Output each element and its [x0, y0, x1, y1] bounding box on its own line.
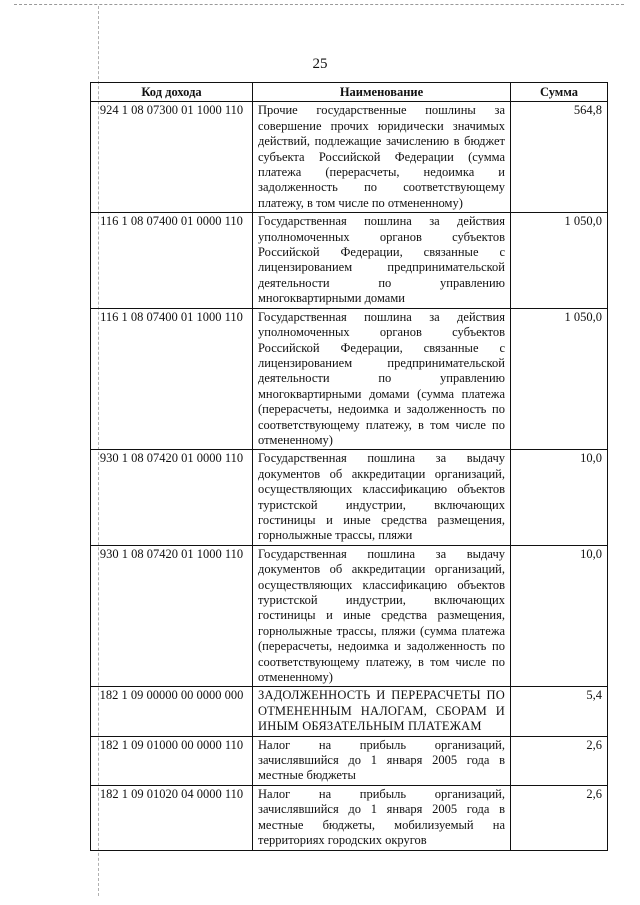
table-row — [91, 308, 608, 450]
row-sum: 5,4 — [511, 687, 608, 736]
page-number: 25 — [312, 56, 328, 72]
row-name: ЗАДОЛЖЕННОСТЬ И ПЕРЕРАСЧЕТЫ ПО ОТМЕНЕННЫМ НАЛОГАМ, СБОРАМ И ИНЫМ ОБЯЗАТЕЛЬНЫМ ПЛАТЕЖАМ — [253, 687, 511, 736]
row-code: 930 1 08 07420 01 1000 110 — [91, 545, 253, 687]
row-sum: 10,0 — [511, 545, 608, 687]
row-sum: 2,6 — [511, 736, 608, 785]
table-row — [91, 102, 608, 213]
row-sum: 564,8 — [511, 102, 608, 213]
row-code: 924 1 08 07300 01 1000 110 — [91, 102, 253, 213]
table-row — [91, 736, 608, 785]
row-code: 182 1 09 01000 00 0000 110 — [91, 736, 253, 785]
table-row — [91, 545, 608, 687]
row-sum: 2,6 — [511, 785, 608, 850]
row-name: Налог на прибыль организаций, зачислявшийся до 1 января 2005 года в местные бюджеты, мобилизуемый на территориях городских округов — [253, 785, 511, 850]
row-name: Государственная пошлина за выдачу документов об аккредитации организаций, осуществляющих классификацию объектов туристской индустрии, включающих гостиницы и иные средства размещения, горнолыжные трассы, пляжи (сумма платежа (перерасчеты, недоимка и задолженность по соответствующему платежу, в том числе по отмененному) — [253, 545, 511, 687]
row-name: Государственная пошлина за действия уполномоченных органов субъектов Российской Федерации, связанные с лицензированием предпринимательской деятельности по управлению многоквартирными домами (сумма платежа (перерасчеты, недоимка и задолженность по соответствующему платежу, в том числе по отмененному) — [253, 308, 511, 450]
row-sum: 1 050,0 — [511, 308, 608, 450]
row-code: 182 1 09 00000 00 0000 000 — [91, 687, 253, 736]
row-name: Государственная пошлина за выдачу документов об аккредитации организаций, осуществляющих классификацию объектов туристской индустрии, включающих гостиницы и иные средства размещения, горнолыжные трассы, пляжи — [253, 450, 511, 545]
header-code: Код дохода — [91, 83, 253, 102]
row-name: Налог на прибыль организаций, зачислявшийся до 1 января 2005 года в местные бюджеты — [253, 736, 511, 785]
row-code: 116 1 08 07400 01 1000 110 — [91, 308, 253, 450]
table-row — [91, 785, 608, 850]
table-header-row — [91, 83, 608, 102]
row-sum: 1 050,0 — [511, 213, 608, 308]
row-name: Государственная пошлина за действия уполномоченных органов субъектов Российской Федерации, связанные с лицензированием предпринимательской деятельности по управлению многоквартирными домами — [253, 213, 511, 308]
table-row — [91, 213, 608, 308]
row-code: 116 1 08 07400 01 0000 110 — [91, 213, 253, 308]
header-sum: Сумма — [511, 83, 608, 102]
table-row — [91, 450, 608, 545]
row-sum: 10,0 — [511, 450, 608, 545]
header-name: Наименование — [253, 83, 511, 102]
row-code: 182 1 09 01020 04 0000 110 — [91, 785, 253, 850]
row-code: 930 1 08 07420 01 0000 110 — [91, 450, 253, 545]
table-row — [91, 687, 608, 736]
revenue-table — [90, 82, 608, 851]
row-name: Прочие государственные пошлины за совершение прочих юридически значимых действий, подлежащие зачислению в бюджет субъекта Российской Федерации (сумма платежа (перерасчеты, недоимка и задолженность по соответствующему платежу, в том числе по отмененному) — [253, 102, 511, 213]
scan-edge-top — [14, 4, 624, 5]
